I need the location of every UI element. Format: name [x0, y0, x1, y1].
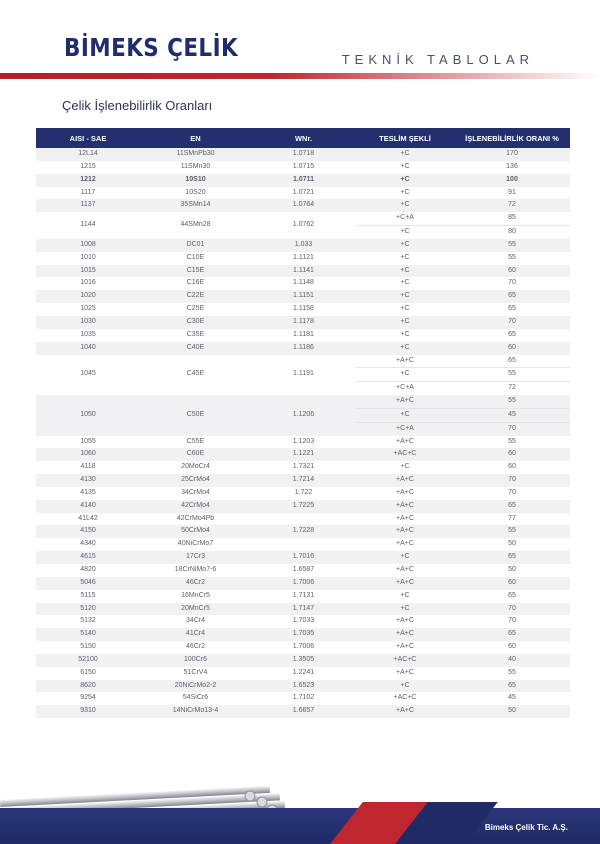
cell-wnr: 1.6523 [251, 680, 356, 693]
cell-delivery: +AC+C [356, 654, 454, 667]
cell-delivery: +A+C [356, 628, 454, 641]
cell-delivery: +C [356, 461, 454, 474]
table-row [36, 615, 570, 628]
table-row [36, 316, 570, 329]
cell-delivery: +C [356, 174, 454, 187]
cell-delivery: +A+C [356, 487, 454, 500]
cell-ratio: 72 [454, 199, 570, 212]
cell-ratio: 60 [454, 265, 570, 278]
col-header-en: EN [140, 128, 251, 148]
cell-aisi: 5150 [36, 641, 140, 654]
cell-wnr: 1.1178 [251, 316, 356, 329]
cell-delivery: +C [356, 551, 454, 564]
cell-delivery: +C [356, 408, 454, 422]
cell-wnr: 1.1206 [251, 395, 356, 436]
cell-wnr: 1.7228 [251, 525, 356, 538]
cell-wnr: 1.0762 [251, 212, 356, 239]
cell-wnr: 1.1158 [251, 303, 356, 316]
cell-delivery: +A+C [356, 355, 454, 368]
table-row [36, 436, 570, 449]
cell-ratio: 65 [454, 329, 570, 342]
table-row [36, 474, 570, 487]
cell-aisi: 8620 [36, 680, 140, 693]
cell-en: C22E [140, 290, 251, 303]
cell-aisi: 1016 [36, 277, 140, 290]
cell-wnr: 1.0764 [251, 199, 356, 212]
cell-delivery: +A+C [356, 667, 454, 680]
cell-delivery: +AC+C [356, 448, 454, 461]
cell-delivery: +C+A [356, 382, 454, 395]
cell-delivery: +C [356, 368, 454, 382]
cell-aisi: 1030 [36, 316, 140, 329]
cell-delivery: +C [356, 303, 454, 316]
cell-en: 42CrMo4 [140, 500, 251, 513]
table-row [36, 538, 570, 551]
cell-en: 10S10 [140, 174, 251, 187]
cell-en: C50E [140, 395, 251, 436]
cell-en: 40NiCrMo7 [140, 538, 251, 551]
cell-delivery: +C [356, 603, 454, 616]
cell-aisi: 4150 [36, 525, 140, 538]
table-row [36, 705, 570, 718]
cell-ratio: 50 [454, 538, 570, 551]
cell-delivery: +C [356, 148, 454, 161]
cell-ratio: 65 [454, 303, 570, 316]
cell-aisi: 5046 [36, 577, 140, 590]
cell-wnr: 1.7214 [251, 474, 356, 487]
cell-en: 11SMn30 [140, 161, 251, 174]
cell-en: 51CrV4 [140, 667, 251, 680]
cell-ratio: 60 [454, 461, 570, 474]
table-row [36, 148, 570, 161]
table-row [36, 525, 570, 538]
table-row [36, 487, 570, 500]
cell-aisi: 12L14 [36, 148, 140, 161]
table-row [36, 513, 570, 526]
cell-ratio: 65 [454, 680, 570, 693]
table-row [36, 564, 570, 577]
cell-wnr: 1.7033 [251, 615, 356, 628]
cell-ratio: 60 [454, 448, 570, 461]
table-row [36, 252, 570, 265]
cell-ratio: 55 [454, 525, 570, 538]
cell-wnr: 1.7006 [251, 577, 356, 590]
cell-aisi: 1144 [36, 212, 140, 239]
cell-wnr: 1.033 [251, 239, 356, 252]
cell-aisi: 52100 [36, 654, 140, 667]
table-row [36, 590, 570, 603]
table-row [36, 355, 570, 368]
table-row [36, 212, 570, 225]
cell-en: 14NiCrMo13-4 [140, 705, 251, 718]
table-row [36, 641, 570, 654]
cell-en: 35SMn14 [140, 199, 251, 212]
table-body [36, 148, 570, 718]
cell-en: 41Cr4 [140, 628, 251, 641]
cell-aisi: 1215 [36, 161, 140, 174]
page-header-title: TEKNİK TABLOLAR [341, 52, 534, 67]
cell-aisi: 1137 [36, 199, 140, 212]
cell-delivery: +A+C [356, 436, 454, 449]
cell-en: 20MnCr5 [140, 603, 251, 616]
cell-aisi: 5132 [36, 615, 140, 628]
cell-delivery: +C [356, 290, 454, 303]
cell-delivery: +A+C [356, 564, 454, 577]
cell-aisi: 4130 [36, 474, 140, 487]
table-row [36, 603, 570, 616]
table-row [36, 692, 570, 705]
table-row [36, 654, 570, 667]
cell-aisi: 1212 [36, 174, 140, 187]
table-row [36, 500, 570, 513]
cell-ratio: 100 [454, 174, 570, 187]
brand-logo: BİMEKS ÇELİK [64, 33, 239, 62]
cell-aisi: 4118 [36, 461, 140, 474]
cell-delivery: +C [356, 316, 454, 329]
cell-aisi: 1015 [36, 265, 140, 278]
cell-ratio: 50 [454, 705, 570, 718]
cell-aisi: 5115 [36, 590, 140, 603]
cell-wnr: 1.1181 [251, 329, 356, 342]
cell-wnr: 1.0721 [251, 187, 356, 200]
cell-aisi: 1050 [36, 395, 140, 436]
cell-aisi: 4135 [36, 487, 140, 500]
cell-en: 10S20 [140, 187, 251, 200]
table-row [36, 161, 570, 174]
cell-ratio: 60 [454, 641, 570, 654]
cell-delivery: +C [356, 161, 454, 174]
cell-wnr [251, 538, 356, 551]
table-row [36, 199, 570, 212]
cell-ratio: 80 [454, 226, 570, 239]
cell-ratio: 70 [454, 615, 570, 628]
cell-ratio: 40 [454, 654, 570, 667]
cell-en: 50CrMo4 [140, 525, 251, 538]
table-row [36, 667, 570, 680]
cell-delivery: +C [356, 329, 454, 342]
cell-ratio: 136 [454, 161, 570, 174]
cell-wnr: 1.7035 [251, 628, 356, 641]
cell-en: 34Cr4 [140, 615, 251, 628]
cell-ratio: 55 [454, 239, 570, 252]
col-header-aisi: AISI - SAE [36, 128, 140, 148]
cell-ratio: 77 [454, 513, 570, 526]
cell-wnr: 1.7131 [251, 590, 356, 603]
cell-delivery: +C [356, 199, 454, 212]
cell-ratio: 85 [454, 212, 570, 225]
cell-wnr: 1.722 [251, 487, 356, 500]
cell-aisi: 1035 [36, 329, 140, 342]
cell-en: 42CrMo4Pb [140, 513, 251, 526]
cell-ratio: 65 [454, 628, 570, 641]
cell-en: 54SiCr6 [140, 692, 251, 705]
cell-delivery: +C [356, 680, 454, 693]
cell-delivery: +C [356, 252, 454, 265]
footer-company-name: Bimeks Çelik Tic. A.Ş. [484, 823, 568, 832]
cell-en: 46Cr2 [140, 641, 251, 654]
cell-ratio: 55 [454, 436, 570, 449]
header-accent-line [0, 73, 600, 79]
cell-ratio: 70 [454, 487, 570, 500]
cell-wnr: 1.0711 [251, 174, 356, 187]
cell-en: 25CrMo4 [140, 474, 251, 487]
cell-wnr [251, 513, 356, 526]
cell-en: C35E [140, 329, 251, 342]
table-row [36, 628, 570, 641]
cell-delivery: +C [356, 277, 454, 290]
cell-aisi: 9310 [36, 705, 140, 718]
cell-wnr: 1.7016 [251, 551, 356, 564]
cell-aisi: 5140 [36, 628, 140, 641]
table-row [36, 239, 570, 252]
cell-ratio: 45 [454, 692, 570, 705]
cell-ratio: 55 [454, 368, 570, 382]
cell-en: 44SMn28 [140, 212, 251, 239]
cell-ratio: 65 [454, 590, 570, 603]
cell-en: 20NiCrMo2-2 [140, 680, 251, 693]
cell-en: C60E [140, 448, 251, 461]
table-row [36, 174, 570, 187]
cell-en: C25E [140, 303, 251, 316]
cell-aisi: 4140 [36, 500, 140, 513]
table-row [36, 187, 570, 200]
cell-wnr: 1.1121 [251, 252, 356, 265]
cell-aisi: 1010 [36, 252, 140, 265]
cell-wnr: 1.3505 [251, 654, 356, 667]
cell-wnr: 1.7006 [251, 641, 356, 654]
cell-ratio: 60 [454, 342, 570, 355]
cell-delivery: +C [356, 226, 454, 239]
cell-en: 34CrMo4 [140, 487, 251, 500]
cell-delivery: +C [356, 187, 454, 200]
cell-ratio: 70 [454, 603, 570, 616]
cell-delivery: +A+C [356, 395, 454, 408]
cell-wnr: 1.6657 [251, 705, 356, 718]
cell-en: DC01 [140, 239, 251, 252]
cell-delivery: +AC+C [356, 692, 454, 705]
cell-wnr: 1.7147 [251, 603, 356, 616]
cell-en: 46Cr2 [140, 577, 251, 590]
col-header-wnr: WNr. [251, 128, 356, 148]
cell-en: 17Cr3 [140, 551, 251, 564]
cell-delivery: +A+C [356, 474, 454, 487]
cell-wnr: 1.1151 [251, 290, 356, 303]
cell-ratio: 70 [454, 474, 570, 487]
cell-aisi: 1025 [36, 303, 140, 316]
cell-aisi: 4340 [36, 538, 140, 551]
cell-ratio: 50 [454, 564, 570, 577]
table-row [36, 277, 570, 290]
cell-en: C10E [140, 252, 251, 265]
table-row [36, 290, 570, 303]
cell-wnr: 1.7102 [251, 692, 356, 705]
section-title: Çelik İşlenebilirlik Oranları [62, 98, 213, 113]
table-row [36, 448, 570, 461]
cell-aisi: 1060 [36, 448, 140, 461]
table-header-row [36, 128, 570, 148]
cell-ratio: 55 [454, 667, 570, 680]
cell-delivery: +A+C [356, 705, 454, 718]
cell-wnr: 1.1191 [251, 355, 356, 396]
col-header-delivery: TESLİM ŞEKLİ [356, 128, 454, 148]
cell-wnr: 1.1221 [251, 448, 356, 461]
cell-aisi: 4820 [36, 564, 140, 577]
cell-delivery: +C+A [356, 212, 454, 225]
table-row [36, 395, 570, 408]
cell-delivery: +C+A [356, 422, 454, 435]
cell-delivery: +A+C [356, 641, 454, 654]
table-row [36, 461, 570, 474]
table-row [36, 577, 570, 590]
table-row [36, 329, 570, 342]
cell-aisi: 9254 [36, 692, 140, 705]
machinability-table [36, 128, 570, 718]
cell-aisi: 1045 [36, 355, 140, 396]
cell-en: 16MnCr5 [140, 590, 251, 603]
cell-ratio: 70 [454, 422, 570, 435]
cell-ratio: 170 [454, 148, 570, 161]
cell-aisi: 4615 [36, 551, 140, 564]
cell-ratio: 65 [454, 500, 570, 513]
cell-en: C30E [140, 316, 251, 329]
cell-en: C15E [140, 265, 251, 278]
cell-ratio: 55 [454, 252, 570, 265]
cell-wnr: 1.7321 [251, 461, 356, 474]
cell-aisi: 1055 [36, 436, 140, 449]
cell-ratio: 45 [454, 408, 570, 422]
table-row [36, 551, 570, 564]
cell-aisi: 5120 [36, 603, 140, 616]
cell-delivery: +A+C [356, 615, 454, 628]
cell-ratio: 65 [454, 290, 570, 303]
cell-ratio: 60 [454, 577, 570, 590]
cell-ratio: 91 [454, 187, 570, 200]
cell-ratio: 72 [454, 382, 570, 395]
cell-en: C45E [140, 355, 251, 396]
cell-wnr: 1.1203 [251, 436, 356, 449]
cell-aisi: 1117 [36, 187, 140, 200]
cell-aisi: 1020 [36, 290, 140, 303]
cell-en: 100Cr6 [140, 654, 251, 667]
cell-en: C40E [140, 342, 251, 355]
cell-wnr: 1.0718 [251, 148, 356, 161]
cell-ratio: 70 [454, 316, 570, 329]
table-row [36, 342, 570, 355]
cell-wnr: 1.1141 [251, 265, 356, 278]
cell-aisi: 1040 [36, 342, 140, 355]
cell-delivery: +A+C [356, 538, 454, 551]
table-row [36, 680, 570, 693]
cell-delivery: +C [356, 265, 454, 278]
cell-aisi: 41L42 [36, 513, 140, 526]
cell-delivery: +A+C [356, 500, 454, 513]
cell-wnr: 1.7225 [251, 500, 356, 513]
cell-ratio: 65 [454, 551, 570, 564]
cell-en: C55E [140, 436, 251, 449]
cell-delivery: +A+C [356, 513, 454, 526]
cell-ratio: 70 [454, 277, 570, 290]
cell-aisi: 1008 [36, 239, 140, 252]
cell-en: 11SMnPb30 [140, 148, 251, 161]
col-header-ratio: İŞLENEBİLİRLİK ORANI % [454, 128, 570, 148]
cell-wnr: 1.1186 [251, 342, 356, 355]
cell-en: 18CrNiMo7-6 [140, 564, 251, 577]
cell-aisi: 6150 [36, 667, 140, 680]
table-row [36, 265, 570, 278]
cell-ratio: 65 [454, 355, 570, 368]
cell-delivery: +A+C [356, 577, 454, 590]
cell-wnr: 1.0715 [251, 161, 356, 174]
cell-wnr: 1.2241 [251, 667, 356, 680]
cell-delivery: +C [356, 590, 454, 603]
cell-delivery: +A+C [356, 525, 454, 538]
cell-en: 20MoCr4 [140, 461, 251, 474]
footer [0, 766, 600, 844]
cell-wnr: 1.6587 [251, 564, 356, 577]
cell-delivery: +C [356, 342, 454, 355]
cell-en: C16E [140, 277, 251, 290]
cell-ratio: 55 [454, 395, 570, 408]
cell-delivery: +C [356, 239, 454, 252]
table-row [36, 303, 570, 316]
cell-wnr: 1.1148 [251, 277, 356, 290]
